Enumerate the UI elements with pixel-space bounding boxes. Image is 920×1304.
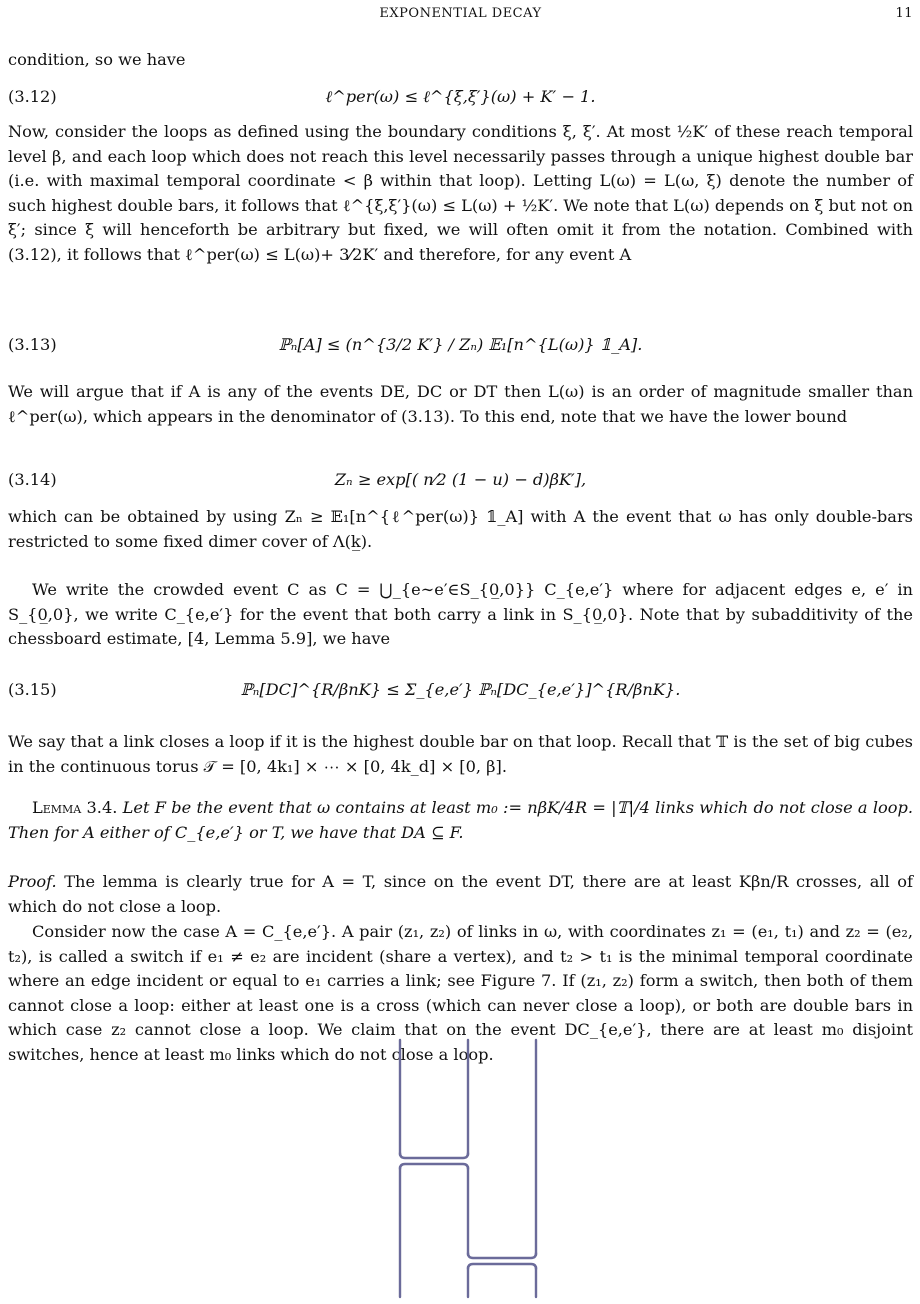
running-title: EXPONENTIAL DECAY <box>379 6 542 21</box>
lemma-label: Lemma 3.4. <box>32 798 118 817</box>
figure-link <box>468 1253 536 1258</box>
paragraph-lower-bound: which can be obtained by using Zₙ ≥ 𝔼₁[n^{ℓ^per(ω)} 𝟙_A] with A the event that ω has only double-bars restricted to some fixed dimer cover of Λ(k̲). <box>8 507 913 551</box>
proof <box>8 870 913 919</box>
lemma-3-4 <box>8 796 913 845</box>
equation-body: ℙₙ[A] ≤ (n^{3/2 K′} / Zₙ) 𝔼₁[n^{L(ω)} 𝟙_A]. <box>278 335 643 354</box>
running-head <box>8 6 913 24</box>
lemma-text: Let F be the event that ω contains at least m₀ := nβK/4R = |𝕋|/4 links which do not close a loop. Then for A either of C_{e,e′} or T, we have that DA ⊆ F. <box>8 798 913 842</box>
paragraph-closes-loop: We say that a link closes a loop if it is the highest double bar on that loop. Recall that 𝕋 is the set of big cubes in the continuous torus 𝒯 = [0, 4k₁] × ⋯ × [0, 4k_d] × [0, β]. <box>8 732 913 776</box>
paragraph-intro: condition, so we have <box>8 50 186 69</box>
paragraph-argument: We will argue that if A is any of the events DE, DC or DT then L(ω) is an order of magnitude smaller than ℓ^per(ω), which appears in the denominator of (3.13). To this end, note that we have the lower bound <box>8 382 913 426</box>
equation-number: (3.15) <box>8 680 57 699</box>
equation-number: (3.12) <box>8 87 57 106</box>
figure-link <box>400 1153 468 1158</box>
figure-switch-diagram <box>388 1035 548 1300</box>
proof-text: The lemma is clearly true for A = T, since on the event DT, there are at least Kβn/R crosses, all of which do not close a loop. <box>8 872 913 916</box>
equation-number: (3.13) <box>8 335 57 354</box>
equation-number: (3.14) <box>8 470 57 489</box>
equation-body: ℓ^per(ω) ≤ ℓ^{ξ,ξ′}(ω) + K′ − 1. <box>325 87 596 106</box>
figure-link <box>400 1164 468 1169</box>
proof-label: Proof. <box>8 872 57 891</box>
paragraph-loops: Now, consider the loops as defined using the boundary conditions ξ, ξ′. At most ½K′ of these reach temporal level β, and each loop which does not reach this level necessarily passes through a unique highest double bar (i.e. with maximal temporal coordinate < β within that loop). Letting L(ω) = L(ω, ξ) denote the number of such highest double bars, it follows that ℓ^{ξ,ξ′}(ω) ≤ L(ω) + ½K′. We note that L(ω) depends on ξ but not on ξ′; since ξ will henceforth be arbitrary but fixed, we will often omit it from the notation. Combined with (3.12), it follows that ℓ^per(ω) ≤ L(ω)+ 3⁄2K′ and therefore, for any event A <box>8 122 913 264</box>
equation-body: ℙₙ[DC]^{R/βnK} ≤ Σ_{e,e′} ℙₙ[DC_{e,e′}]^{R/βnK}. <box>240 680 681 699</box>
paragraph-crowded-event: We write the crowded event C as C = ⋃_{e∼e′∈S_{0̲,0}} C_{e,e′} where for adjacent edges e, e′ in S_{0̲,0}, we write C_{e,e′} for the event that both carry a link in S_{0̲,0}. Note that by subadditivity of the chessboard estimate, [4, Lemma 5.9], we have <box>8 580 913 649</box>
page-number: 11 <box>895 6 913 21</box>
figure-link <box>468 1264 536 1269</box>
equation-body: Zₙ ≥ exp[( n⁄2 (1 − u) − d)βK′], <box>334 470 587 489</box>
paragraph-switch: Consider now the case A = C_{e,e′}. A pair (z₁, z₂) of links in ω, with coordinates z₁ = (e₁, t₁) and z₂ = (e₂, t₂), is called a switch if e₁ ≠ e₂ are incident (share a vertex), and t₂ > t₁ is the minimal temporal coordinate where an edge incident or equal to e₁ carries a link; see Figure 7. If (z₁, z₂) form a switch, then both of them cannot close a loop: either at least one is a cross (which can never close a loop), or both are double bars in which case z₂ cannot close a loop. We claim that on the event DC_{e,e′}, there are at least m₀ disjoint switches, hence at least m₀ links which do not close a loop. <box>8 922 913 1064</box>
